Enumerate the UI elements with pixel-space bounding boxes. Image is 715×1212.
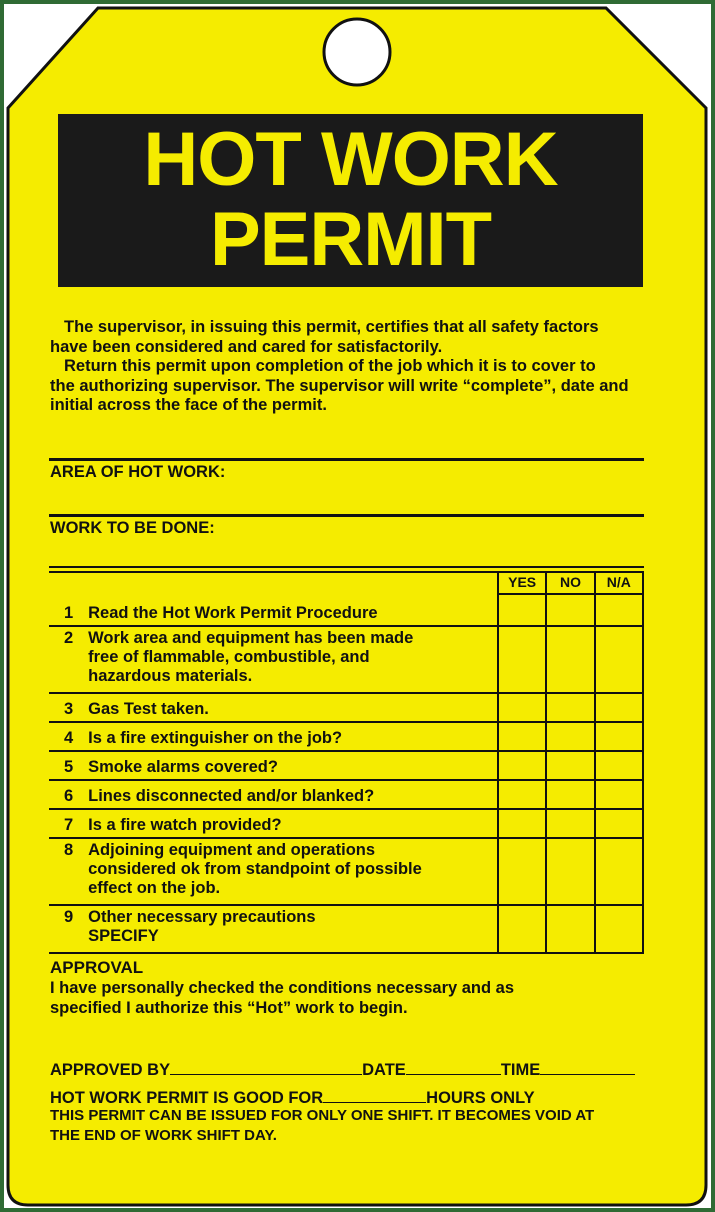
- check-box-yes[interactable]: [498, 809, 546, 838]
- item-text: [88, 905, 498, 953]
- checklist-row: [49, 571, 643, 626]
- check-box-no[interactable]: [546, 626, 594, 693]
- item-text-line: effect on the job.: [88, 879, 221, 897]
- date-label: DATE: [362, 1061, 406, 1079]
- item-text: [88, 809, 498, 838]
- approval-block: [50, 958, 660, 1018]
- checklist-table: [49, 571, 644, 954]
- check-box-no[interactable]: [546, 809, 594, 838]
- item-text-line: Is a fire watch provided?: [88, 816, 282, 834]
- item-number: 9: [63, 908, 74, 926]
- check-box-yes[interactable]: [498, 905, 546, 953]
- check-box-no[interactable]: [546, 905, 594, 953]
- item-text-line: considered ok from standpoint of possible: [88, 860, 422, 878]
- approval-title: APPROVAL: [50, 958, 144, 977]
- title-line-2: PERMIT: [209, 197, 492, 282]
- check-box-no[interactable]: [546, 722, 594, 751]
- item-text: [88, 751, 498, 780]
- intro-line: initial across the face of the permit.: [50, 396, 327, 414]
- item-text-line: Gas Test taken.: [88, 700, 209, 718]
- item-text: [88, 626, 498, 693]
- item-text: [88, 780, 498, 809]
- time-field[interactable]: [540, 1060, 635, 1075]
- check-box-na[interactable]: [595, 780, 643, 809]
- approval-statement-line: I have personally checked the conditions necessary and as: [50, 979, 515, 997]
- check-box-na[interactable]: [595, 722, 643, 751]
- area-of-hot-work-label: AREA OF HOT WORK:: [50, 463, 226, 481]
- item-number: 5: [63, 758, 74, 776]
- intro-line: The supervisor, in issuing this permit, certifies that all safety factors: [64, 318, 599, 336]
- hours-only-label: HOURS ONLY: [426, 1089, 535, 1107]
- hours-field[interactable]: [323, 1088, 426, 1103]
- check-box-yes[interactable]: [498, 751, 546, 780]
- check-box-yes[interactable]: [498, 626, 546, 693]
- item-text-line: Lines disconnected and/or blanked?: [88, 787, 375, 805]
- item-number: 8: [63, 841, 74, 859]
- item-number: 2: [63, 629, 74, 647]
- tag-hole: [324, 19, 390, 85]
- check-box-yes[interactable]: [498, 571, 546, 626]
- check-box-yes[interactable]: [498, 780, 546, 809]
- column-header-yes: YES: [499, 573, 545, 595]
- check-box-no[interactable]: [546, 571, 594, 626]
- item-number: 3: [63, 700, 74, 718]
- approval-statement-line: specified I authorize this “Hot” work to begin.: [50, 999, 408, 1017]
- approved-by-field[interactable]: [170, 1060, 362, 1075]
- item-text-line: Is a fire extinguisher on the job?: [88, 729, 343, 747]
- checklist-row: [49, 809, 643, 838]
- intro-line: Return this permit upon completion of the job which it is to cover to: [64, 357, 596, 375]
- item-text-line: Smoke alarms covered?: [88, 758, 278, 776]
- check-box-na[interactable]: [595, 626, 643, 693]
- title-line-1: HOT WORK: [143, 117, 558, 202]
- intro-text: [50, 318, 660, 416]
- item-text: [88, 722, 498, 751]
- item-text-line: Read the Hot Work Permit Procedure: [88, 604, 378, 622]
- intro-line: have been considered and cared for satisfactorily.: [50, 337, 443, 356]
- checklist-row: [49, 751, 643, 780]
- checklist-row: [49, 905, 643, 953]
- check-box-na[interactable]: [595, 693, 643, 722]
- check-box-na[interactable]: [595, 751, 643, 780]
- column-header-no: NO: [547, 573, 593, 595]
- checklist-row: [49, 722, 643, 751]
- item-text: [88, 571, 498, 626]
- check-box-yes[interactable]: [498, 722, 546, 751]
- approved-by-label: APPROVED BY: [50, 1061, 171, 1079]
- signature-line: [50, 1060, 635, 1080]
- check-box-na[interactable]: [595, 838, 643, 905]
- check-box-no[interactable]: [546, 780, 594, 809]
- time-label: TIME: [500, 1061, 541, 1079]
- item-number: 4: [63, 729, 74, 747]
- footer-line: THE END OF WORK SHIFT DAY.: [50, 1127, 277, 1144]
- footer-notice: [50, 1106, 594, 1146]
- check-box-na[interactable]: [595, 905, 643, 953]
- checklist-row: [49, 693, 643, 722]
- check-box-na[interactable]: [595, 571, 643, 626]
- intro-line: the authorizing supervisor. The supervisor will write “complete”, date and: [50, 376, 629, 395]
- footer-line: THIS PERMIT CAN BE ISSUED FOR ONLY ONE SHIFT. IT BECOMES VOID AT: [50, 1107, 595, 1124]
- checklist-row: [49, 626, 643, 693]
- good-for-line: [50, 1088, 535, 1108]
- check-box-yes[interactable]: [498, 838, 546, 905]
- check-box-no[interactable]: [546, 751, 594, 780]
- checklist-row: [49, 838, 643, 905]
- item-text-line: SPECIFY: [88, 927, 159, 945]
- checklist-row: [49, 780, 643, 809]
- good-for-label: HOT WORK PERMIT IS GOOD FOR: [50, 1089, 324, 1107]
- item-text-line: Adjoining equipment and operations: [88, 841, 376, 859]
- item-text: [88, 693, 498, 722]
- item-text-line: Work area and equipment has been made: [88, 629, 414, 647]
- column-header-na: N/A: [596, 573, 642, 595]
- work-rule: [49, 514, 644, 517]
- check-box-yes[interactable]: [498, 693, 546, 722]
- item-number: 1: [63, 604, 74, 622]
- work-to-be-done-label: WORK TO BE DONE:: [50, 519, 215, 537]
- check-box-no[interactable]: [546, 838, 594, 905]
- date-field[interactable]: [406, 1060, 501, 1075]
- item-text: [88, 838, 498, 905]
- area-rule: [49, 458, 644, 461]
- item-number: 6: [63, 787, 74, 805]
- checklist-top-rule-1: [49, 566, 644, 568]
- item-text-line: free of flammable, combustible, and: [88, 648, 370, 666]
- check-box-no[interactable]: [546, 693, 594, 722]
- item-number: 7: [63, 816, 74, 834]
- item-text-line: hazardous materials.: [88, 667, 253, 685]
- check-box-na[interactable]: [595, 809, 643, 838]
- title-band: [58, 114, 643, 287]
- item-text-line: Other necessary precautions: [88, 908, 316, 926]
